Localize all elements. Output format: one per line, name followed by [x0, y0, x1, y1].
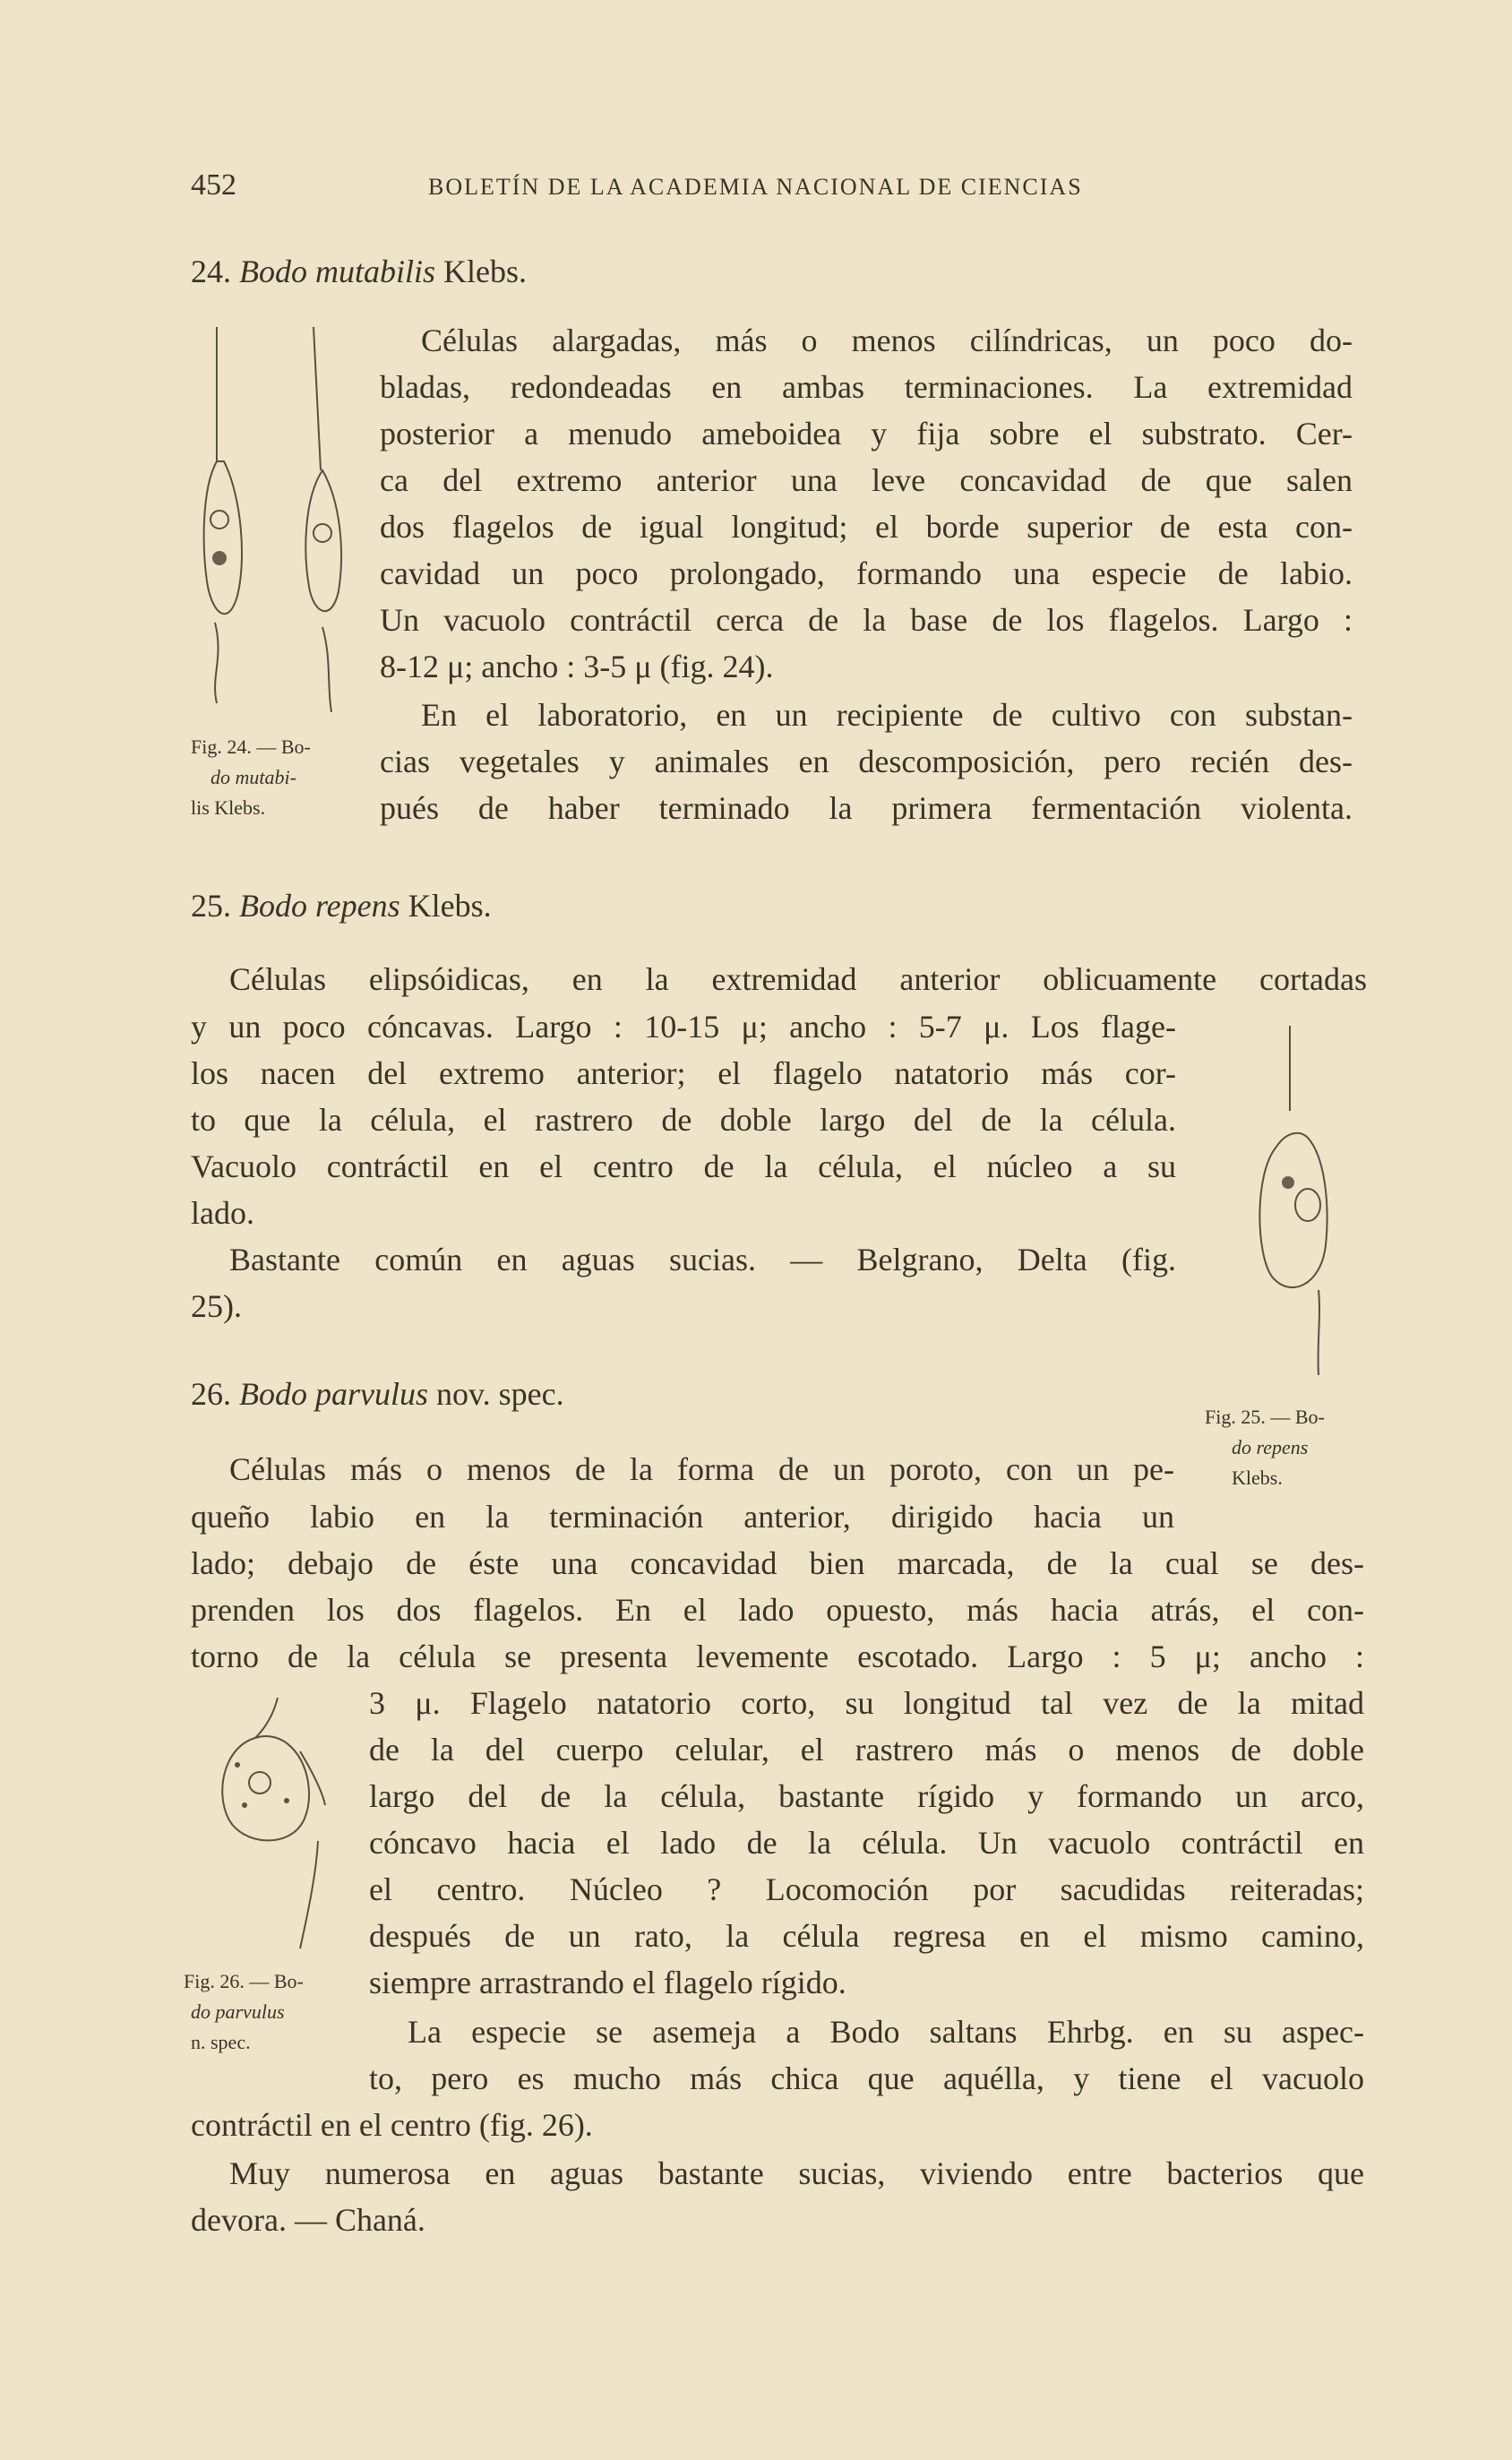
text-line: 8-12 μ; ancho : 3-5 μ (fig. 24).: [380, 649, 774, 684]
caption-line: Fig. 26. — Bo-: [184, 1970, 304, 1992]
text-line: largo del de la célula, bastante rígido y formando un arco,: [369, 1778, 1364, 1814]
text-line: Células alargadas, más o menos cilíndricas, un poco do-: [421, 323, 1353, 358]
cell-body: [305, 470, 341, 611]
granule: [235, 1762, 240, 1768]
nucleus: [1282, 1176, 1294, 1189]
text-line: los nacen del extremo anterior; el flagelo natatorio más cor-: [191, 1055, 1176, 1091]
species: parvulus: [315, 1376, 428, 1412]
genus: Bodo: [239, 254, 307, 289]
figure-24-drawing: [197, 318, 358, 712]
text-line: bladas, redondeadas en ambas terminaciones. La extremidad: [380, 369, 1353, 405]
granule: [242, 1802, 247, 1808]
flagellum: [314, 327, 321, 470]
text-line: devora. — Chaná.: [191, 2202, 425, 2238]
species: repens: [315, 888, 400, 924]
section-number: 25.: [191, 888, 231, 924]
figure-26-drawing: [202, 1693, 336, 1953]
author: nov. spec.: [436, 1376, 564, 1412]
genus: Bodo: [239, 1376, 307, 1412]
caption-line: Fig. 24. — Bo-: [191, 735, 311, 758]
trailing-flagellum: [300, 1751, 325, 1805]
trailing-flagellum: [300, 1841, 318, 1948]
text-line: torno de la célula se presenta levemente escotado. Largo : 5 μ; ancho :: [191, 1639, 1364, 1674]
text-line: cavidad un poco prolongado, formando una especie de labio.: [380, 555, 1353, 591]
tail: [215, 623, 219, 703]
caption-line: do parvulus: [191, 2000, 285, 2024]
cell-body: [204, 461, 242, 614]
text-line: Células más o menos de la forma de un poroto, con un pe-: [229, 1451, 1174, 1487]
text-line: posterior a menudo ameboidea y fija sobre el substrato. Cer-: [380, 416, 1353, 452]
text-line: La especie se asemeja a Bodo saltans Ehrbg. en su aspec-: [408, 2014, 1364, 2050]
text-line: Un vacuolo contráctil cerca de la base de los flagelos. Largo :: [380, 602, 1353, 638]
figure-24-caption: [191, 732, 311, 823]
text-line: cóncavo hacia el lado de la célula. Un vacuolo contráctil en: [369, 1825, 1364, 1861]
text-line: Células elipsóidicas, en la extremidad anterior oblicuamente cortadas: [229, 961, 1367, 997]
running-title: BOLETÍN DE LA ACADEMIA NACIONAL DE CIENCIAS: [428, 174, 1083, 200]
text-line: Vacuolo contráctil en el centro de la célula, el núcleo a su: [191, 1148, 1176, 1184]
text-line: contráctil en el centro (fig. 26).: [191, 2107, 593, 2143]
text-line: queño labio en la terminación anterior, dirigido hacia un: [191, 1499, 1174, 1535]
text-line: 3 μ. Flagelo natatorio corto, su longitud tal vez de la mitad: [369, 1685, 1364, 1721]
text-line: de la del cuerpo celular, el rastrero más o menos de doble: [369, 1732, 1364, 1768]
author: Klebs.: [408, 888, 492, 924]
caption-line: n. spec.: [191, 2031, 251, 2054]
vacuole: [314, 524, 331, 542]
section-24-heading: [191, 253, 527, 290]
section-25-heading: [191, 887, 492, 925]
text-line: siempre arrastrando el flagelo rígido.: [369, 1965, 846, 2000]
granule: [284, 1798, 289, 1803]
figure-26-caption: [184, 1966, 304, 2058]
author: Klebs.: [443, 254, 528, 289]
figure-25-caption: [1205, 1402, 1325, 1493]
text-line: to, pero es mucho más chica que aquélla, y tiene el vacuolo: [369, 2060, 1364, 2096]
text-line: Muy numerosa en aguas bastante sucias, viviendo entre bacterios que: [229, 2155, 1364, 2191]
cell-body: [1259, 1133, 1327, 1287]
text-line: el centro. Núcleo ? Locomoción por sacudidas reiteradas;: [369, 1871, 1364, 1907]
vacuole: [1295, 1189, 1320, 1221]
text-line: pués de haber terminado la primera fermentación violenta.: [380, 790, 1353, 826]
flagellum: [255, 1698, 278, 1738]
nucleus: [212, 551, 227, 565]
figure-25-drawing: [1236, 1021, 1344, 1380]
species: mutabilis: [315, 254, 436, 289]
text-line: ca del extremo anterior una leve concavidad de que salen: [380, 462, 1353, 498]
text-line: y un poco cóncavas. Largo : 10-15 μ; ancho : 5-7 μ. Los flage-: [191, 1009, 1176, 1045]
caption-line: do repens: [1232, 1436, 1309, 1459]
vacuole: [210, 511, 228, 529]
text-line: Bastante común en aguas sucias. — Belgrano, Delta (fig.: [229, 1242, 1176, 1277]
page-number: 452: [191, 168, 236, 202]
text-line: En el laboratorio, en un recipiente de cultivo con substan-: [421, 697, 1353, 733]
caption-line: lis Klebs.: [191, 796, 266, 820]
cell-body: [222, 1736, 309, 1840]
text-line: 25).: [191, 1288, 242, 1324]
tail: [322, 627, 331, 712]
text-line: cias vegetales y animales en descomposición, pero recién des-: [380, 744, 1353, 779]
text-line: dos flagelos de igual longitud; el borde superior de esta con-: [380, 509, 1353, 545]
caption-line: Klebs.: [1232, 1467, 1283, 1490]
vacuole: [249, 1772, 271, 1793]
caption-line: Fig. 25. — Bo-: [1205, 1406, 1325, 1428]
text-line: lado.: [191, 1195, 254, 1231]
section-number: 24.: [191, 254, 231, 289]
text-line: prenden los dos flagelos. En el lado opuesto, más hacia atrás, el con-: [191, 1592, 1364, 1628]
section-number: 26.: [191, 1376, 231, 1412]
caption-line: do mutabi-: [210, 766, 296, 789]
text-line: lado; debajo de éste una concavidad bien marcada, de la cual se des-: [191, 1545, 1364, 1581]
text-line: to que la célula, el rastrero de doble largo del de la célula.: [191, 1102, 1176, 1138]
text-line: después de un rato, la célula regresa en el mismo camino,: [369, 1918, 1364, 1954]
section-26-heading: [191, 1375, 564, 1413]
genus: Bodo: [239, 888, 307, 924]
